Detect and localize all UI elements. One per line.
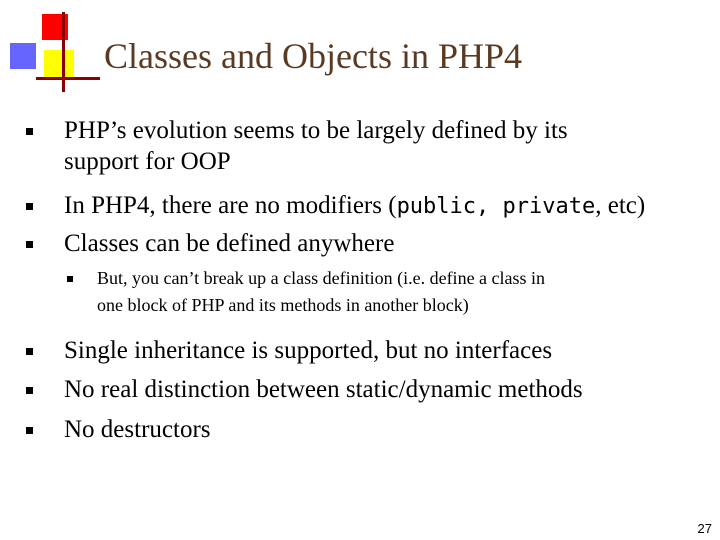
slide-title: Classes and Objects in PHP4 [104,36,522,76]
bullet-marker [26,241,33,248]
bullet-marker [26,203,33,210]
bullet-marker [26,387,33,394]
bullet-marker [26,348,33,355]
page-number: 27 [697,521,712,536]
bullet-text: Classes can be defined anywhere [64,230,395,257]
bullet-marker [26,128,33,135]
bullet-text: PHP’s evolution seems to be largely defined by its support for OOP [64,117,568,175]
bullet-text: No real distinction between static/dynamic methods [64,376,583,403]
bullet-text: In PHP4, there are no modifiers (public, private, etc) [64,192,646,219]
bullet-text: No destructors [64,416,211,443]
code-keyword: private [502,194,596,219]
bullet-text: Single inheritance is supported, but no interfaces [64,337,553,364]
sub-bullet-marker [67,276,73,282]
decorative-squares-logo [0,0,100,100]
code-keyword: public [396,194,477,219]
sub-bullet-text: But, you can’t break up a class definition (i.e. define a class in one block of PHP and its methods in another block) [97,268,546,315]
bullet-marker [26,427,33,434]
